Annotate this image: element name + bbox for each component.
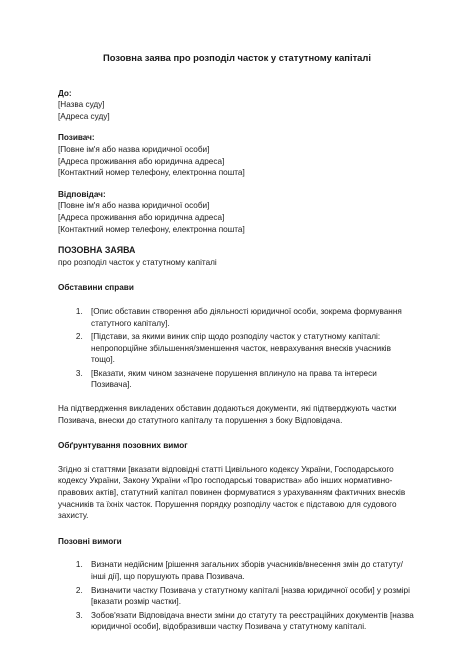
claim-subheading: про розподіл часток у статутному капіталі bbox=[58, 257, 217, 267]
list-item: 2. Визначити частку Позивача у статутному капіталі [назва юридичної особи] у розмірі [вказати розмір частки]. bbox=[85, 585, 416, 608]
grounds-heading: Обґрунтування позовних вимог bbox=[58, 441, 188, 451]
plaintiff-block bbox=[58, 132, 416, 178]
plaintiff-name: [Повне ім'я або назва юридичної особи] bbox=[58, 144, 210, 154]
defendant-label: Відповідач: bbox=[58, 189, 106, 199]
document-title: Позовна заява про розподіл часток у статутному капіталі bbox=[103, 52, 371, 63]
plaintiff-address: [Адреса проживання або юридична адреса] bbox=[58, 156, 225, 166]
defendant-name: [Повне ім'я або назва юридичної особи] bbox=[58, 201, 210, 211]
plaintiff-contacts: [Контактний номер телефону, електронна пошта] bbox=[58, 168, 245, 178]
court-name: [Назва суду] bbox=[58, 100, 105, 110]
claim-heading: ПОЗОВНА ЗАЯВА bbox=[58, 245, 136, 256]
grounds-paragraph: Згідно зі статтями [вказати відповідні статті Цивільного кодексу України, Господарського кодексу України, Закону України «Про господарські товариства» або інших нормативно-правових актів], статутний капітал повинен формуватися з урахуванням фактичних внесків учасників та їхніх часток. Порушення порядку розподілу часток є підставою для судового захисту. bbox=[58, 464, 406, 521]
court-address: [Адреса суду] bbox=[58, 111, 110, 121]
list-item: 2. [Підстави, за якими виник спір щодо розподілу часток у статутному капіталі: непропорційне збільшення/зменшення часток, неврахування внесків учасників тощо]. bbox=[85, 331, 416, 366]
circumstances-list bbox=[58, 306, 416, 391]
defendant-address: [Адреса проживання або юридична адреса] bbox=[58, 212, 225, 222]
list-item: 1. [Опис обставин створення або діяльності юридичної особи, зокрема формування статутного капіталу]. bbox=[85, 306, 416, 329]
defendant-block bbox=[58, 189, 416, 235]
court-label: До: bbox=[58, 88, 72, 98]
list-item: 3. [Вказати, яким чином зазначене порушення вплинуло на права та інтереси Позивача]. bbox=[85, 368, 416, 391]
court-block bbox=[58, 88, 416, 123]
circumstances-paragraph: На підтвердження викладених обставин додаються документи, які підтверджують частки Позивача, внески до статутного капіталу та порушення з боку Відповідача. bbox=[58, 404, 397, 425]
demands-list bbox=[58, 559, 416, 633]
list-item: 1. Визнати недійсним [рішення загальних зборів учасників/внесення змін до статуту/інші дії], що порушують права Позивача. bbox=[85, 559, 416, 582]
demands-heading: Позовні вимоги bbox=[58, 536, 122, 546]
list-item: 3. Зобов'язати Відповідача внести зміни до статуту та реєстраційних документів [назва юридичної особи], відобразивши частку Позивача у статутному капіталі. bbox=[85, 610, 416, 633]
circumstances-heading: Обставини справи bbox=[58, 283, 134, 293]
plaintiff-label: Позивач: bbox=[58, 133, 95, 143]
defendant-contacts: [Контактний номер телефону, електронна пошта] bbox=[58, 224, 245, 234]
